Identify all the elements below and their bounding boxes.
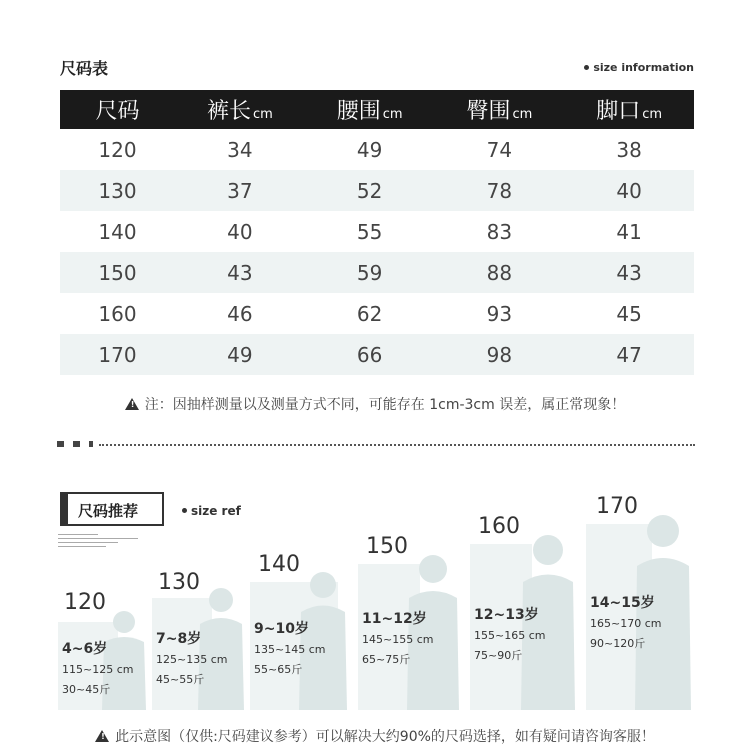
- panel-weight: 75~90斤: [474, 649, 523, 662]
- panel-size: 140: [258, 552, 300, 577]
- size-table: [60, 90, 694, 375]
- bullet-icon: [182, 508, 187, 513]
- recommend-subtitle: size ref: [182, 504, 241, 518]
- cell: 88: [435, 252, 565, 293]
- cell: 49: [356, 137, 383, 162]
- bullet-icon: [584, 65, 589, 70]
- panel-age: 14~15岁: [590, 595, 655, 611]
- cell: 38: [616, 137, 642, 162]
- size-table-header: [60, 90, 694, 129]
- header-length: 裤长 cm: [175, 90, 305, 129]
- cell: 160: [98, 301, 137, 326]
- decorative-lines: [58, 534, 138, 550]
- table-row: [60, 334, 694, 375]
- recommend-note: ! 此示意图（仅供:尺码建议参考）可以解决大约90%的尺码选择，如有疑问请咨询客服！: [0, 726, 750, 746]
- panel-age: 11~12岁: [362, 611, 427, 627]
- divider-square: [73, 441, 80, 447]
- panel-height: 125~135 cm: [156, 653, 228, 666]
- panel-weight: 65~75斤: [362, 653, 411, 666]
- cell: 62: [356, 301, 383, 326]
- cell: 130: [60, 170, 175, 211]
- size-panel-160: [470, 514, 578, 710]
- size-panel-140: [250, 552, 350, 710]
- cell: 40: [227, 219, 253, 244]
- panel-weight: 55~65斤: [254, 663, 303, 676]
- cell: 52: [305, 170, 435, 211]
- divider-dots: [99, 444, 695, 446]
- recommend-title-box: [60, 492, 164, 526]
- panel-age: 4~6岁: [62, 641, 108, 657]
- panel-weight: 30~45斤: [62, 683, 111, 696]
- cell: 78: [435, 170, 565, 211]
- panel-height: 135~145 cm: [254, 643, 326, 656]
- cell: 66: [305, 334, 435, 375]
- cell: 41: [616, 219, 642, 244]
- cell: 120: [98, 137, 137, 162]
- panel-weight: 45~55斤: [156, 673, 205, 686]
- divider-square: [89, 441, 93, 447]
- cell: 59: [305, 252, 435, 293]
- header-hem: 脚口 cm: [564, 90, 694, 129]
- cell: 55: [356, 219, 383, 244]
- panel-size: 120: [64, 590, 106, 615]
- panel-height: 145~155 cm: [362, 633, 434, 646]
- measurement-note: ! 注：因抽样测量以及测量方式不同，可能存在 1cm-3cm 误差，属正常现象！: [0, 394, 750, 414]
- cell: 43: [175, 252, 305, 293]
- cell: 47: [564, 334, 694, 375]
- table-row: [60, 170, 694, 211]
- divider-square: [57, 441, 64, 447]
- size-panel-150: [358, 534, 462, 710]
- recommend-title: 尺码推荐: [78, 502, 139, 520]
- warning-icon: !: [125, 398, 139, 410]
- cell: 37: [175, 170, 305, 211]
- size-table-subtitle: size information: [584, 61, 694, 74]
- cell: 93: [486, 301, 513, 326]
- table-row: [60, 129, 694, 170]
- cell: 140: [98, 219, 137, 244]
- panel-height: 165~170 cm: [590, 617, 662, 630]
- cell: 49: [175, 334, 305, 375]
- section-divider: [57, 440, 695, 448]
- cell: 74: [486, 137, 513, 162]
- header-waist: 腰围 cm: [305, 90, 435, 129]
- table-row: [60, 211, 694, 252]
- table-row: [60, 252, 694, 293]
- panel-age: 9~10岁: [254, 621, 309, 637]
- size-table-title: 尺码表: [60, 59, 109, 78]
- panel-age: 7~8岁: [156, 631, 202, 647]
- cell: 83: [486, 219, 513, 244]
- header-size: 尺码: [60, 90, 175, 129]
- cell: 34: [227, 137, 253, 162]
- panel-size: 150: [366, 534, 408, 559]
- panel-age: 12~13岁: [474, 607, 539, 623]
- size-panel-130: [152, 570, 248, 710]
- panel-weight: 90~120斤: [590, 637, 646, 650]
- table-row: [60, 293, 694, 334]
- size-panel-170: [586, 494, 694, 710]
- panel-size: 160: [478, 514, 520, 539]
- cell: 170: [60, 334, 175, 375]
- cell: 43: [564, 252, 694, 293]
- cell: 46: [227, 301, 253, 326]
- header-hip: 臀围 cm: [435, 90, 565, 129]
- panel-size: 170: [596, 494, 638, 519]
- size-panel-120: [58, 590, 150, 710]
- cell: 40: [564, 170, 694, 211]
- panel-size: 130: [158, 570, 200, 595]
- panel-height: 155~165 cm: [474, 629, 546, 642]
- title-tag: [60, 492, 68, 526]
- cell: 98: [435, 334, 565, 375]
- cell: 45: [616, 301, 642, 326]
- cell: 150: [60, 252, 175, 293]
- panel-height: 115~125 cm: [62, 663, 134, 676]
- warning-icon: !: [95, 730, 109, 742]
